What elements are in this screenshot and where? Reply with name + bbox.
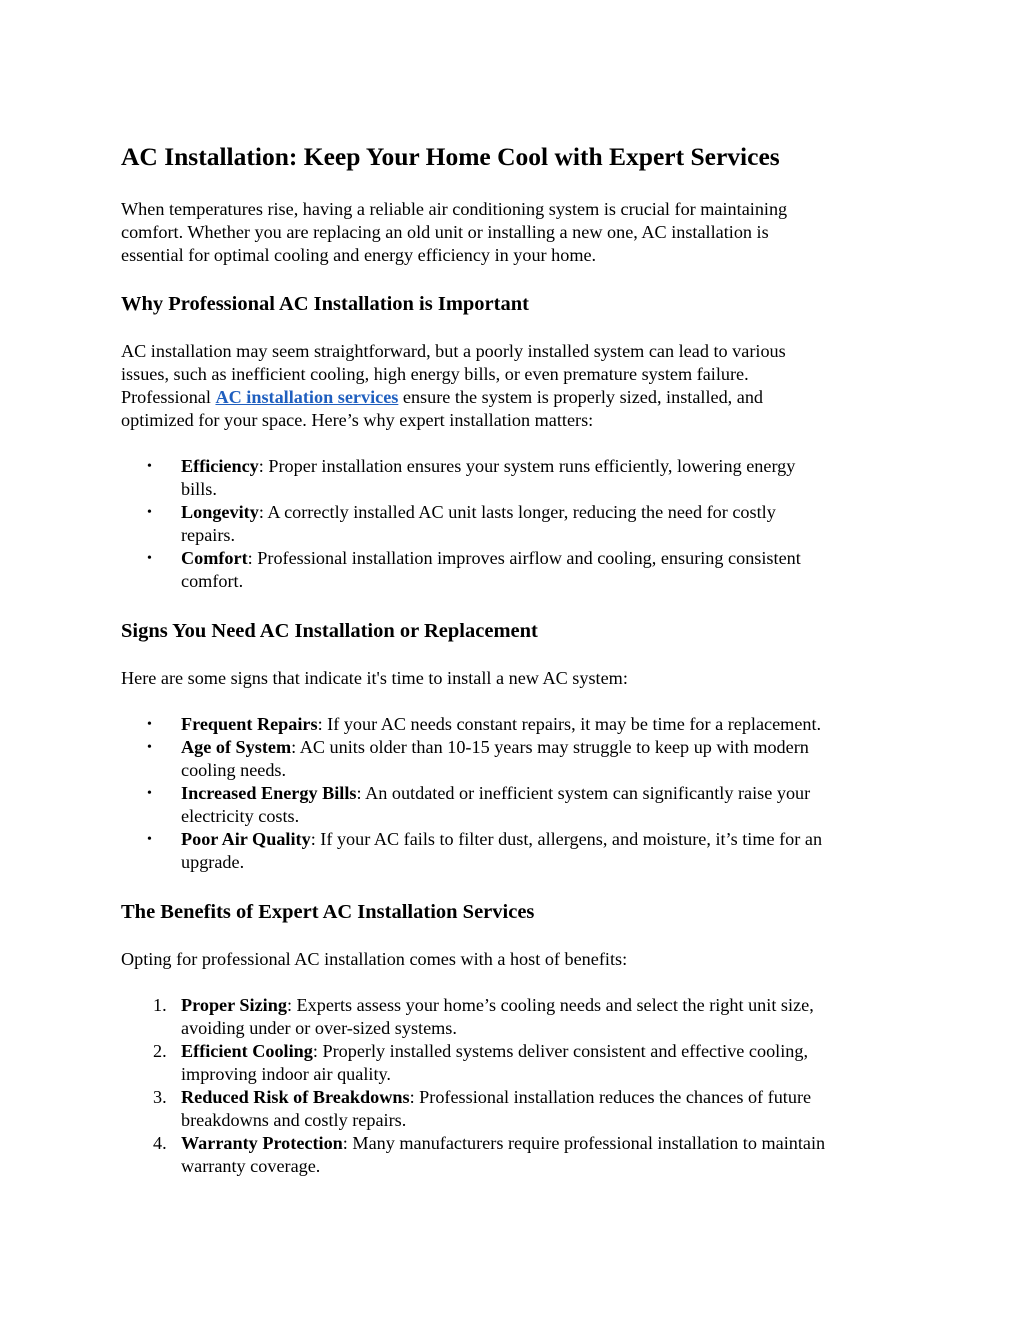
list-text: cooling needs. [181,760,287,780]
section-heading-signs: Signs You Need AC Installation or Replacement [121,620,538,642]
list-term: Reduced Risk of Breakdowns [181,1087,410,1107]
list-term: Efficient Cooling [181,1041,313,1061]
list-item [121,713,911,736]
bullet-icon: • [147,717,152,732]
list-item [121,736,911,782]
bullet-icon: • [147,832,152,847]
list-text: warranty coverage. [181,1156,321,1176]
list-item [121,455,911,501]
list-text: : A correctly installed AC unit lasts longer, reducing the need for costly [258,502,776,522]
list-term: Frequent Repairs [181,714,318,734]
bullet-icon: • [147,551,152,566]
signs-list [121,713,911,874]
list-text: electricity costs. [181,806,300,826]
list-number: 3. [153,1087,167,1107]
bullet-icon: • [147,505,152,520]
bullet-icon: • [147,786,152,801]
list-text: bills. [181,479,217,499]
list-text: improving indoor air quality. [181,1064,391,1084]
section-heading-why-professional: Why Professional AC Installation is Important [121,293,529,315]
section3-paragraph: Opting for professional AC installation comes with a host of benefits: [121,949,628,969]
list-text: : AC units older than 10-15 years may struggle to keep up with modern [291,737,809,757]
intro-line: comfort. Whether you are replacing an old unit or installing a new one, AC installation is [121,222,769,242]
section-heading-benefits: The Benefits of Expert AC Installation Services [121,901,535,923]
intro-paragraph [121,198,911,267]
list-item [121,994,911,1040]
paragraph-text: ensure the system is properly sized, installed, and [398,387,764,407]
importance-list [121,455,911,593]
list-term: Warranty Protection [181,1133,343,1153]
list-item [121,1040,911,1086]
list-item [121,1132,911,1178]
paragraph-line: AC installation may seem straightforward, but a poorly installed system can lead to various [121,341,786,361]
list-text: avoiding under or over-sized systems. [181,1018,457,1038]
ac-installation-services-link[interactable]: AC installation services [215,387,399,407]
bullet-icon: • [147,459,152,474]
list-text: : Professional installation reduces the chances of future [409,1087,812,1107]
list-term: Age of System [181,737,292,757]
list-item [121,501,911,547]
list-item [121,1086,911,1132]
list-term: Comfort [181,548,248,568]
paragraph-text: Professional [121,387,216,407]
list-text: : Experts assess your home’s cooling needs and select the right unit size, [286,995,814,1015]
benefits-list [121,994,911,1178]
list-term: Proper Sizing [181,995,287,1015]
list-text: : If your AC fails to filter dust, allergens, and moisture, it’s time for an [310,829,823,849]
paragraph-line [121,386,911,409]
list-text: : Proper installation ensures your system runs efficiently, lowering energy [258,456,796,476]
intro-line: When temperatures rise, having a reliable air conditioning system is crucial for maintaining [121,199,788,219]
list-text: : Many manufacturers require professional installation to maintain [342,1133,826,1153]
section1-paragraph [121,340,911,432]
list-text: : An outdated or inefficient system can significantly raise your [356,783,811,803]
section2-paragraph: Here are some signs that indicate it's time to install a new AC system: [121,668,628,688]
list-text: repairs. [181,525,236,545]
list-term: Poor Air Quality [181,829,311,849]
page-title: AC Installation: Keep Your Home Cool with Expert Services [121,142,780,171]
list-number: 2. [153,1041,167,1061]
list-text: : Properly installed systems deliver consistent and effective cooling, [312,1041,809,1061]
list-text: comfort. [181,571,244,591]
list-term: Efficiency [181,456,259,476]
paragraph-line: optimized for your space. Here’s why expert installation matters: [121,410,594,430]
list-text: upgrade. [181,852,245,872]
list-item [121,828,911,874]
list-text: : Professional installation improves airflow and cooling, ensuring consistent [247,548,801,568]
bullet-icon: • [147,740,152,755]
list-number: 1. [153,995,167,1015]
list-text: : If your AC needs constant repairs, it may be time for a replacement. [317,714,822,734]
intro-line: essential for optimal cooling and energy efficiency in your home. [121,245,597,265]
list-term: Longevity [181,502,259,522]
list-item [121,547,911,593]
list-item [121,782,911,828]
list-text: breakdowns and costly repairs. [181,1110,407,1130]
paragraph-line: issues, such as inefficient cooling, high energy bills, or even premature system failure. [121,364,749,384]
list-term: Increased Energy Bills [181,783,357,803]
list-number: 4. [153,1133,167,1153]
